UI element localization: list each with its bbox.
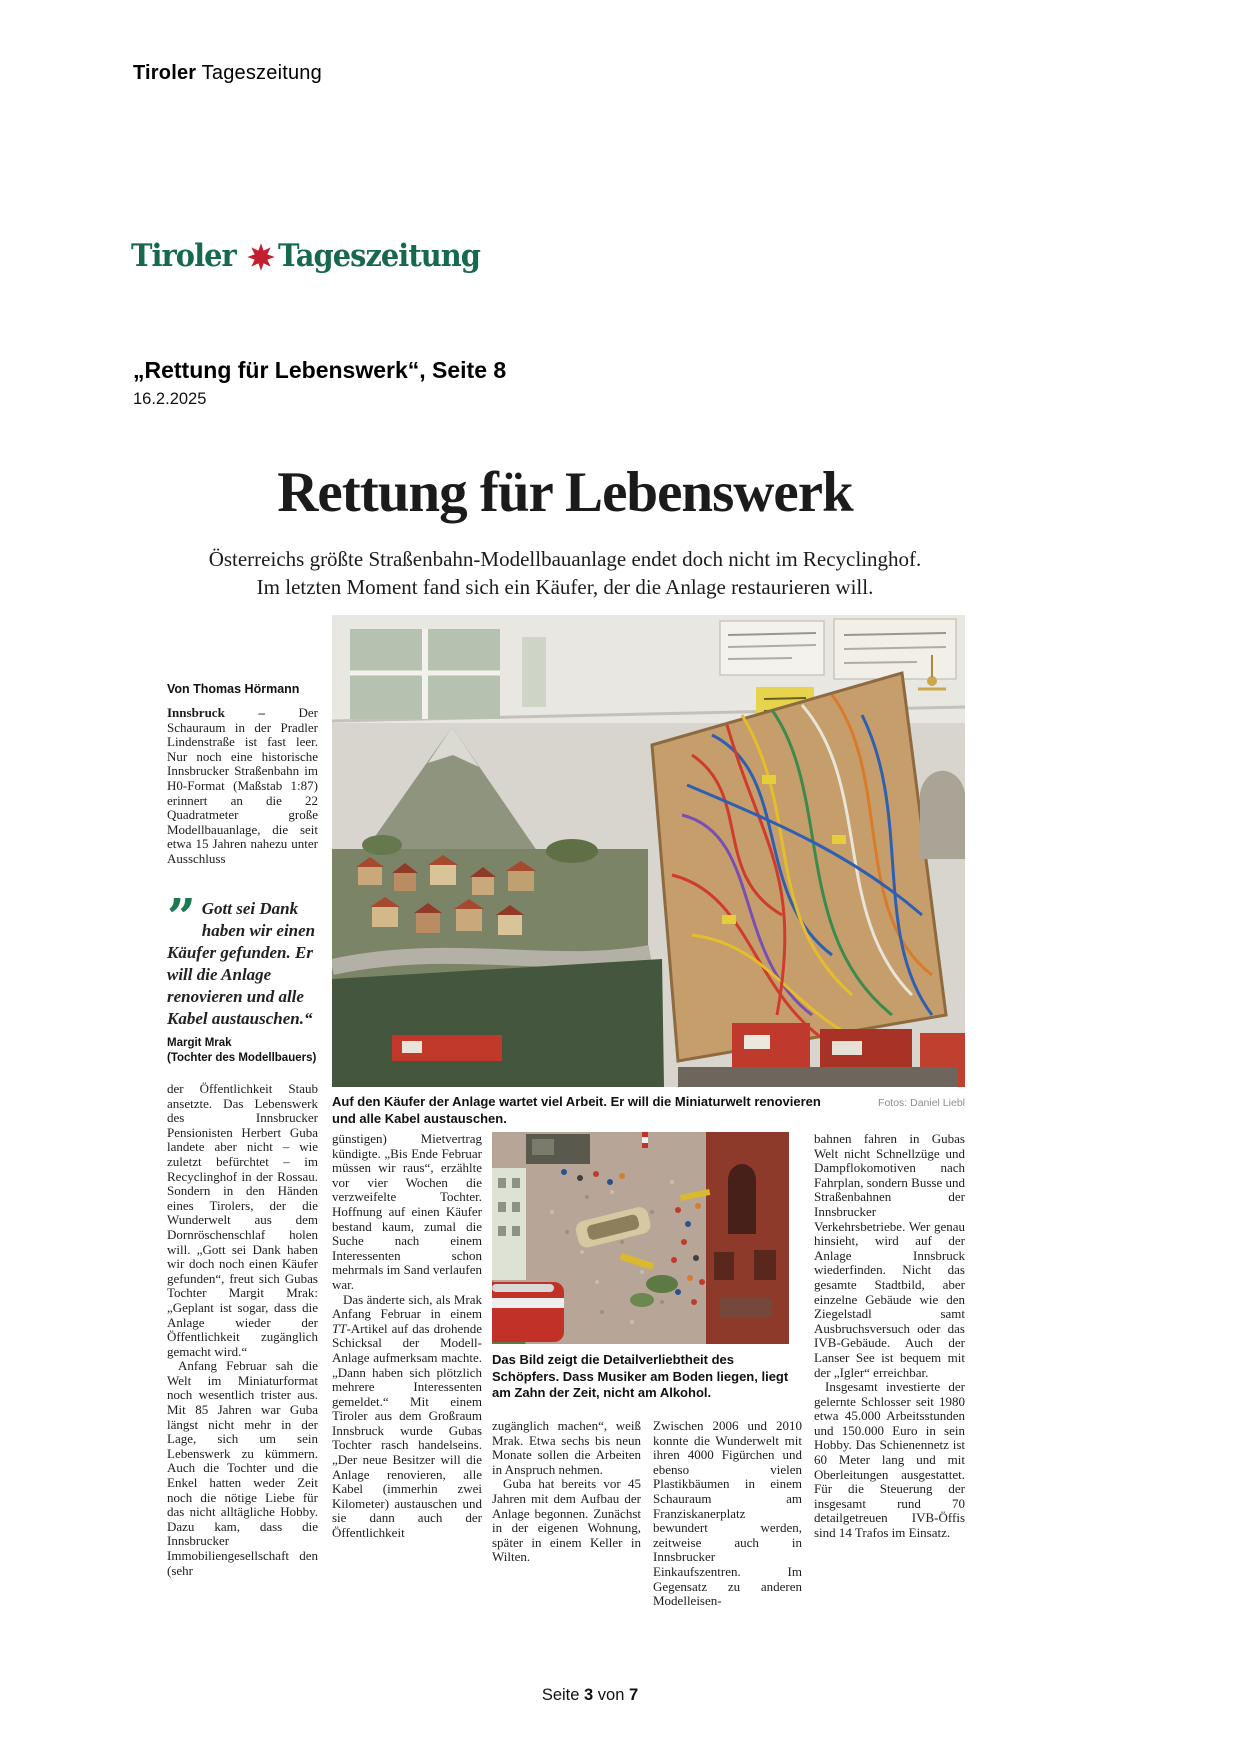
footer-label-page: Seite xyxy=(541,1686,580,1704)
article-headline: Rettung für Lebenswerk xyxy=(277,461,853,524)
pull-quote-attribution xyxy=(167,1036,347,1066)
detail-photo-caption: Das Bild zeigt die Detailverliebtheit des Schöpfers. Dass Musiker am Boden liegen, liegt am Zahn der Zeit, nicht am Alkohol. xyxy=(492,1352,789,1400)
footer-label-of: von xyxy=(597,1686,625,1704)
column-5-paragraph-1: bahnen fahren in Gubas Welt nicht Schnellzüge und Dampflokomotiven nach Fahrplan, sondern Busse und Straßenbahnen der Innsbrucker Verkehrsbetriebe. Wer genau hinsieht, wird auf der Anlage Innsbruck wiederfinden. Nicht das gesamte Stadtbild, aber einzelne Gebäude wie den Ziegelstadl samt Ausbruchsversuch oder das IVB-Gebäude. Auch der Lanser See ist bequem mit der „Igler“ erreichbar. xyxy=(814,1131,965,1380)
footer-total-pages: 7 xyxy=(629,1686,639,1704)
logo-word-tageszeitung: Tageszeitung xyxy=(277,238,480,274)
column-5 xyxy=(814,1132,965,1541)
column-2 xyxy=(332,1132,482,1541)
clipping-title: „Rettung für Lebenswerk“, Seite 8 xyxy=(133,357,507,383)
column-3 xyxy=(492,1419,641,1565)
column-1-paragraph-2: der Öffentlichkeit Staub ansetzte. Das Lebenswerk des Innsbrucker Pensionisten Herbert Guba landete aber nicht – wie zuletzt befürchtet – im Recyclinghof in der Rossau. Sondern in den Händen eines Tirolers, der die Wunderwelt aus dem Dornröschenschlaf holen will. „Gott sei Dank haben wir doch noch einen Käufer gefunden“, freut sich Gubas Tochter Margit Mrak: „Geplant ist sogar, dass die Anlage wieder der Öffentlichkeit zugänglich gemacht wird.“ xyxy=(167,1081,318,1359)
column-1-lead xyxy=(167,706,318,867)
column-2-paragraph-2 xyxy=(332,1293,482,1541)
tyrol-eagle-icon xyxy=(245,241,277,273)
newspaper-logo xyxy=(131,238,495,274)
column-3-paragraph-2: Guba hat bereits vor 45 Jahren mit dem Aufbau der Anlage begonnen. Zunächst in der eigenen Wohnung, später in einem Keller in Wilten. xyxy=(492,1476,641,1565)
tt-italic: TT xyxy=(332,1320,347,1336)
article-subhead xyxy=(165,545,965,601)
article-byline: Von Thomas Hörmann xyxy=(167,682,300,696)
pull-quote-text: Gott sei Dank haben wir einen Käufer gefunden. Er will die Anlage renovieren und alle Kabel austauschen.“ xyxy=(167,899,316,1028)
column-2-paragraph-2-end: -Artikel auf das drohende Schicksal der Modell-Anlage aufmerksam machte. „Dann haben sich plötzlich mehrere Interessenten gemeldet.“ Mit einem Tiroler aus dem Großraum Innsbruck wurde Gubas Tochter rasch handelseins. „Der neue Besitzer will die Anlage renovieren, alle Kabel (immerhin zwei Kilometer) austauschen und sie dann auch der Öffentlichkeit xyxy=(332,1320,482,1541)
detail-photo xyxy=(492,1132,789,1344)
column-4-paragraph-1: Zwischen 2006 und 2010 konnte die Wunderwelt mit ihren 4000 Figürchen und ebenso vielen Plastikbäumen in einem Schauraum am Franziskanerplatz bewundert werden, zeitweise auch in Innsbrucker Einkaufszentren. Im Gegensatz zu anderen Modelleisen- xyxy=(653,1418,802,1609)
column-4 xyxy=(653,1419,802,1609)
column-2-paragraph-2-start: Das änderte sich, als Mrak Anfang Februar in einem xyxy=(332,1291,482,1322)
main-photo-caption: Auf den Käufer der Anlage wartet viel Arbeit. Er will die Miniaturwelt renovieren und alle Kabel austauschen. xyxy=(332,1094,821,1126)
pull-quote xyxy=(167,887,325,1030)
column-1-body xyxy=(167,1082,318,1578)
subhead-line-1: Österreichs größte Straßenbahn-Modellbauanlage endet doch nicht im Recyclinghof. xyxy=(208,547,922,571)
quote-author: Margit Mrak xyxy=(167,1037,232,1049)
main-photo-caption-row xyxy=(332,1094,965,1127)
column-3-paragraph-1: zugänglich machen“, weiß Mrak. Etwa sechs bis neun Monate sollen die Arbeiten in Anspruch nehmen. xyxy=(492,1418,641,1477)
footer-page-number: 3 xyxy=(584,1686,594,1704)
quote-mark-icon: ” xyxy=(167,887,196,946)
column-2-paragraph-1: günstigen) Mietvertrag kündigte. „Bis Ende Februar müssen wir raus“, erzählte vor vier Wochen die verzweifelte Tochter. Hoffnung auf einen Käufer bestand kaum, zumal die Suche nach einem Interessenten schon mehrmals im Sand verlaufen war. xyxy=(332,1131,482,1292)
page-footer xyxy=(0,1686,1180,1705)
document-brand-rest: Tageszeitung xyxy=(196,62,322,84)
logo-word-tiroler: Tiroler xyxy=(131,238,236,274)
document-brand xyxy=(133,62,322,85)
photo-credit: Fotos: Daniel Liebl xyxy=(878,1097,965,1109)
main-photo xyxy=(332,615,965,1087)
subhead-line-2: Im letzten Moment fand sich ein Käufer, der die Anlage restaurieren will. xyxy=(256,575,874,599)
document-brand-bold: Tiroler xyxy=(133,62,197,84)
column-1-paragraph-1: Der Schauraum in der Pradler Lindenstraße ist fast leer. Nur noch eine historische Innsbrucker Straßenbahn im H0-Format (Maßstab 1:87) erinnert an die 22 Quadratmeter große Modellbauanlage, die seit etwa 15 Jahren nahezu unter Ausschluss xyxy=(167,705,318,866)
column-1-paragraph-3: Anfang Februar sah die Welt im Miniaturformat noch wesentlich trister aus. Mit 85 Jahren war Guba längst nicht mehr in der Lage, sich um sein Lebenswerk zu kümmern. Auch die Tochter und die Enkel hatten weder Zeit noch die nötige Liebe für das nicht alltägliche Hobby. Dazu kam, dass die Innsbrucker Immobiliengesellschaft den (sehr xyxy=(167,1358,318,1578)
lead-location: Innsbruck – xyxy=(167,705,265,720)
column-5-paragraph-2: Insgesamt investierte der gelernte Schlosser seit 1980 etwa 45.000 Arbeitsstunden und 150.000 Euro in sein Hobby. Das Schienennetz ist 60 Meter lang und mit Oberleitungen ausgestattet. Für die Steuerung der insgesamt rund 70 detailgetreuen IVB-Öffis sind 14 Trafos im Einsatz. xyxy=(814,1379,965,1541)
clipping-date: 16.2.2025 xyxy=(133,390,207,408)
quote-author-role: (Tochter des Modellbauers) xyxy=(167,1052,317,1064)
